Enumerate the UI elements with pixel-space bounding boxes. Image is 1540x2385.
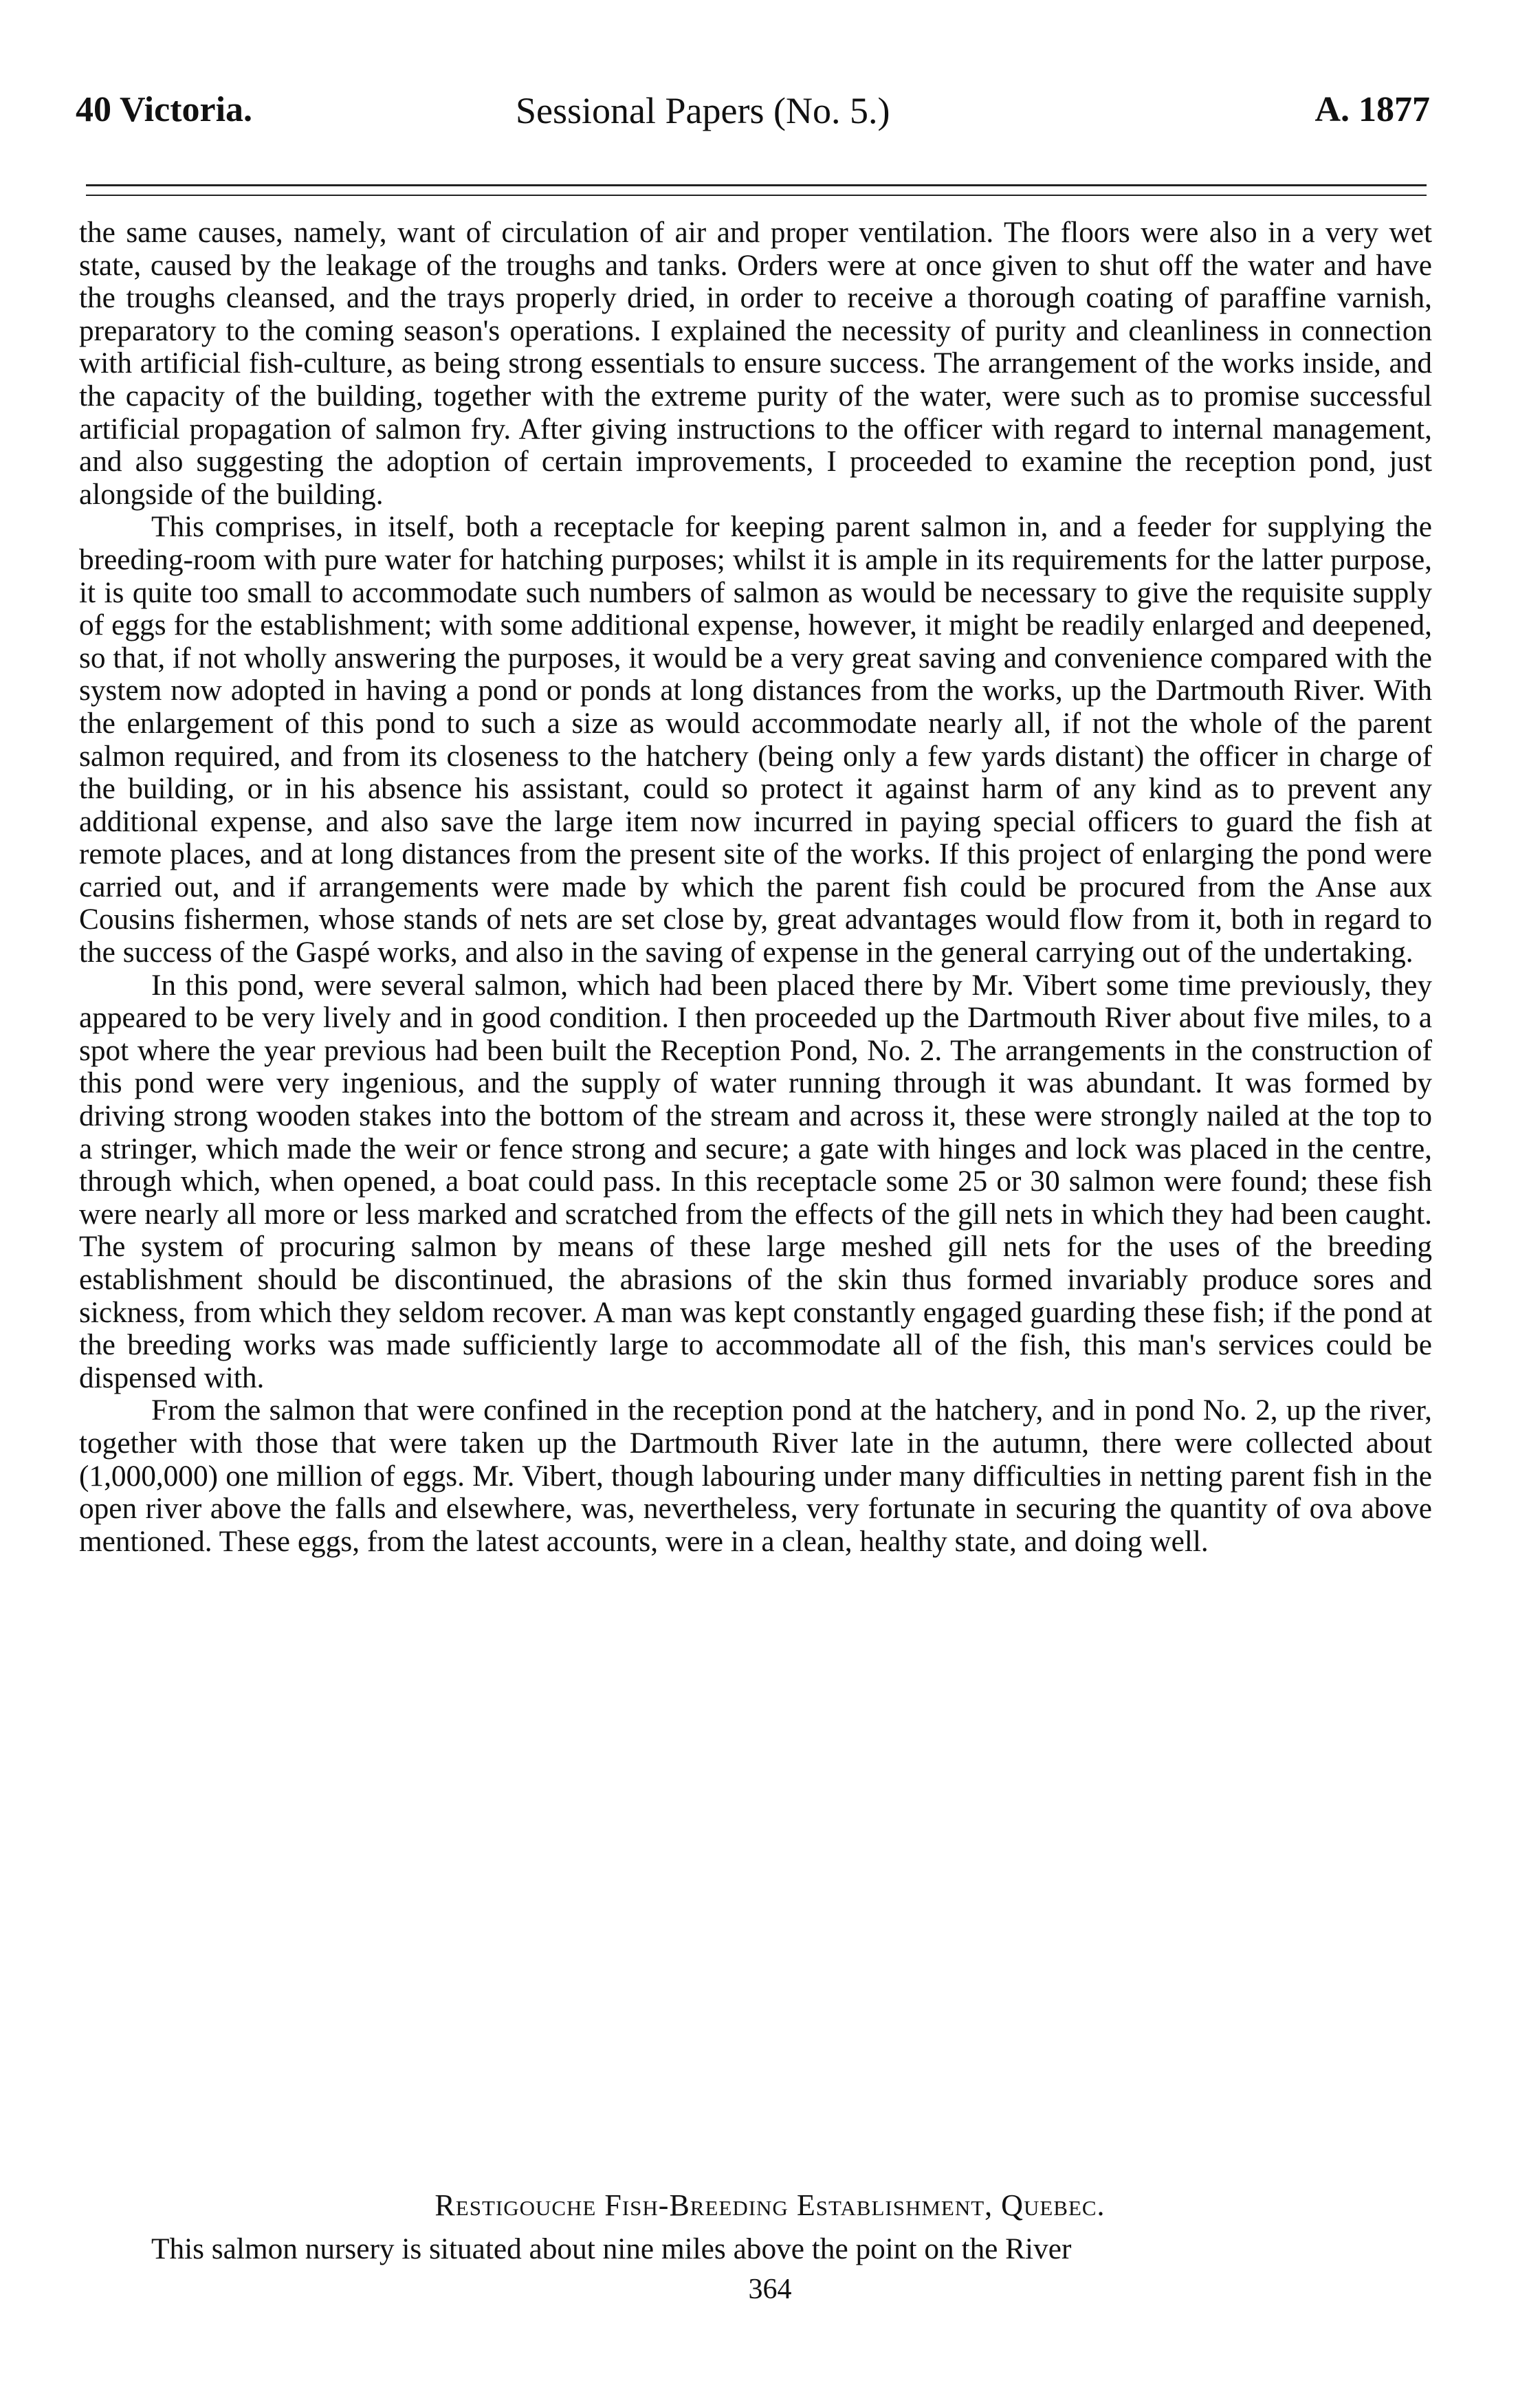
header-session: 40 Victoria.	[76, 90, 253, 129]
header-rule-bottom	[86, 195, 1427, 196]
paragraph-restigouche: This salmon nursery is situated about nine miles above the point on the River	[151, 2232, 1072, 2265]
page-number: 364	[748, 2274, 792, 2305]
section-heading: Restigouche Fish-Breeding Establishment, Quebec.	[434, 2188, 1106, 2222]
paragraph-eggs-collected: From the salmon that were confined in the reception pond at the hatchery, and in pond No. 2, up the river, together with those that were taken up the Dartmouth River late in the autumn, there were collected about (1,000,000) one million of eggs. Mr. Vibert, though labouring under many difficulties in netting parent fish in the open river above the falls and elsewhere, was, nevertheless, very fortunate in securing the quantity of ova above mentioned. These eggs, from the latest accounts, were in a clean, healthy state, and doing well.	[79, 1394, 1432, 1558]
header-title: Sessional Papers (No. 5.)	[516, 90, 890, 131]
paragraph-continuation: the same causes, namely, want of circulation of air and proper ventilation. The floors were also in a very wet state, caused by the leakage of the troughs and tanks. Orders were at once given to shut off the water and have the troughs cleansed, and the trays properly dried, in order to receive a thorough coating of paraffine varnish, preparatory to the coming season's operations. I explained the necessity of purity and cleanliness in connection with artificial fish-culture, as being strong essentials to ensure success. The arrangement of the works inside, and the capacity of the building, together with the extreme purity of the water, were such as to promise successful artificial propagation of salmon fry. After giving instructions to the officer with regard to internal management, and also suggesting the adoption of certain improvements, I proceeded to examine the reception pond, just alongside of the building.	[79, 216, 1432, 511]
header-rule-top	[86, 184, 1427, 186]
paragraph-reception-pond: This comprises, in itself, both a receptacle for keeping parent salmon in, and a feeder for supplying the breeding-room with pure water for hatching purposes; whilst it is ample in its requirements for the latter purpose, it is quite too small to accommodate such numbers of salmon as would be necessary to give the requisite supply of eggs for the establishment; with some additional expense, however, it might be readily enlarged and deepened, so that, if not wholly answering the purposes, it would be a very great saving and convenience compared with the system now adopted in having a pond or ponds at long distances from the works, up the Dartmouth River. With the enlargement of this pond to such a size as would accommodate nearly all, if not the whole of the parent salmon required, and from its closeness to the hatchery (being only a few yards distant) the officer in charge of the building, or in his absence his assistant, could so protect it against harm of any kind as to prevent any additional expense, and also save the large item now incurred in paying special officers to guard the fish at remote places, and at long distances from the present site of the works. If this project of enlarging the pond were carried out, and if arrangements were made by which the parent fish could be procured from the Anse aux Cousins fishermen, whose stands of nets are set close by, great advantages would flow from it, both in regard to the success of the Gaspé works, and also in the saving of expense in the general carrying out of the undertaking.	[79, 510, 1432, 969]
running-header	[76, 89, 1430, 144]
body-text	[79, 217, 1432, 1558]
header-year: A. 1877	[1314, 90, 1430, 129]
paragraph-pond-no-2: In this pond, were several salmon, which had been placed there by Mr. Vibert some time previously, they appeared to be very lively and in good condition. I then proceeded up the Dartmouth River about five miles, to a spot where the year previous had been built the Reception Pond, No. 2. The arrangements in the construction of this pond were very ingenious, and the supply of water running through it was abundant. It was formed by driving strong wooden stakes into the bottom of the stream and across it, these were strongly nailed at the top to a stringer, which made the weir or fence strong and secure; a gate with hinges and lock was placed in the centre, through which, when opened, a boat could pass. In this receptacle some 25 or 30 salmon were found; these fish were nearly all more or less marked and scratched from the effects of the gill nets in which they had been caught. The system of procuring salmon by means of these large meshed gill nets for the uses of the breeding establishment should be discontinued, the abrasions of the skin thus formed invariably produce sores and sickness, from which they seldom recover. A man was kept constantly engaged guarding these fish; if the pond at the breeding works was made sufficiently large to accommodate all of the fish, this man's services could be dispensed with.	[79, 968, 1432, 1394]
